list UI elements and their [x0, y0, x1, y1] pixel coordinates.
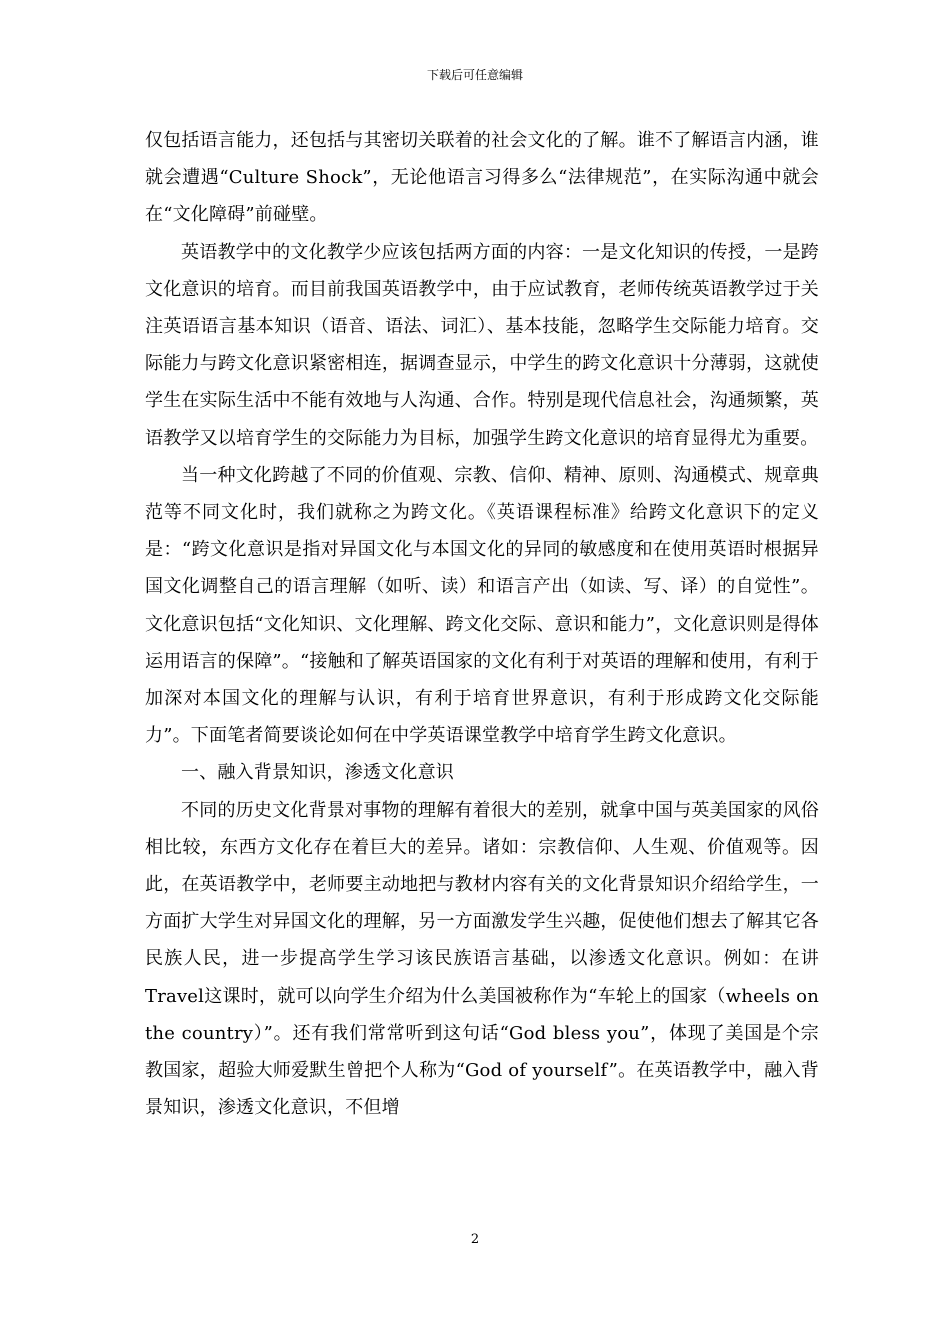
page-header: 下载后可任意编辑: [426, 68, 523, 82]
page-number: 2: [470, 1232, 480, 1247]
paragraph-culture-teaching: 英语教学中的文化教学少应该包括两方面的内容：一是文化知识的传授，一是跨文化意识的培育。而目前我国英语教学中，由于应试教育，老师传统英语教学过于关注英语语言基本知识（语音、语法、词汇）、基本技能，忽略学生交际能力培育。交际能力与跨文化意识紧密相连，据调查显示，中学生的跨文化意识十分薄弱，这就使学生在实际生活中不能有效地与人沟通、合作。特别是现代信息社会，沟通频繁，英语教学又以培育学生的交际能力为目标，加强学生跨文化意识的培育显得尤为重要。: [145, 241, 819, 449]
paragraph-background-knowledge: 不同的历史文化背景对事物的理解有着很大的差别，就拿中国与英美国家的风俗相比较，东西方文化存在着巨大的差异。诸如：宗教信仰、人生观、价值观等。因此，在英语教学中，老师要主动地把与教材内容有关的文化背景知识介绍给学生，一方面扩大学生对异国文化的理解，另一方面激发学生兴趣，促使他们想去了解其它各民族人民，进一步提高学生学习该民族语言基础，以渗透文化意识。例如：在讲Travel这课时，就可以向学生介绍为什么美国被称作为“车轮上的国家（wheels on the country）”。还有我们常常听到这句话“God bless you”，体现了美国是个宗教国家，超验大师爱默生曾把个人称为“God of yourself”。在英语教学中，融入背景知识，渗透文化意识，不但增: [145, 799, 819, 1119]
paragraph-cross-culture-definition: 当一种文化跨越了不同的价值观、宗教、信仰、精神、原则、沟通模式、规章典范等不同文化时，我们就称之为跨文化。《英语课程标准》给跨文化意识下的定义是：“跨文化意识是指对异国文化与本国文化的异同的敏感度和在使用英语时根据异国文化调整自己的语言理解（如听、读）和语言产出（如读、写、译）的自觉性”。文化意识包括“文化知识、文化理解、跨文化交际、意识和能力”，文化意识则是得体运用语言的保障”。“接触和了解英语国家的文化有利于对英语的理解和使用，有利于加深对本国文化的理解与认识，有利于培育世界意识，有利于形成跨文化交际能力”。下面笔者简要谈论如何在中学英语课堂教学中培育学生跨文化意识。: [145, 464, 820, 747]
document-body: [145, 122, 819, 1126]
section-heading-1: 一、融入背景知识，渗透文化意识: [181, 762, 454, 784]
paragraph-continuation: 仅包括语言能力，还包括与其密切关联着的社会文化的了解。谁不了解语言内涵，谁就会遭遇“Culture Shock”，无论他语言习得多么“法律规范”，在实际沟通中就会在“文化障碍”前碰壁。: [145, 130, 819, 226]
